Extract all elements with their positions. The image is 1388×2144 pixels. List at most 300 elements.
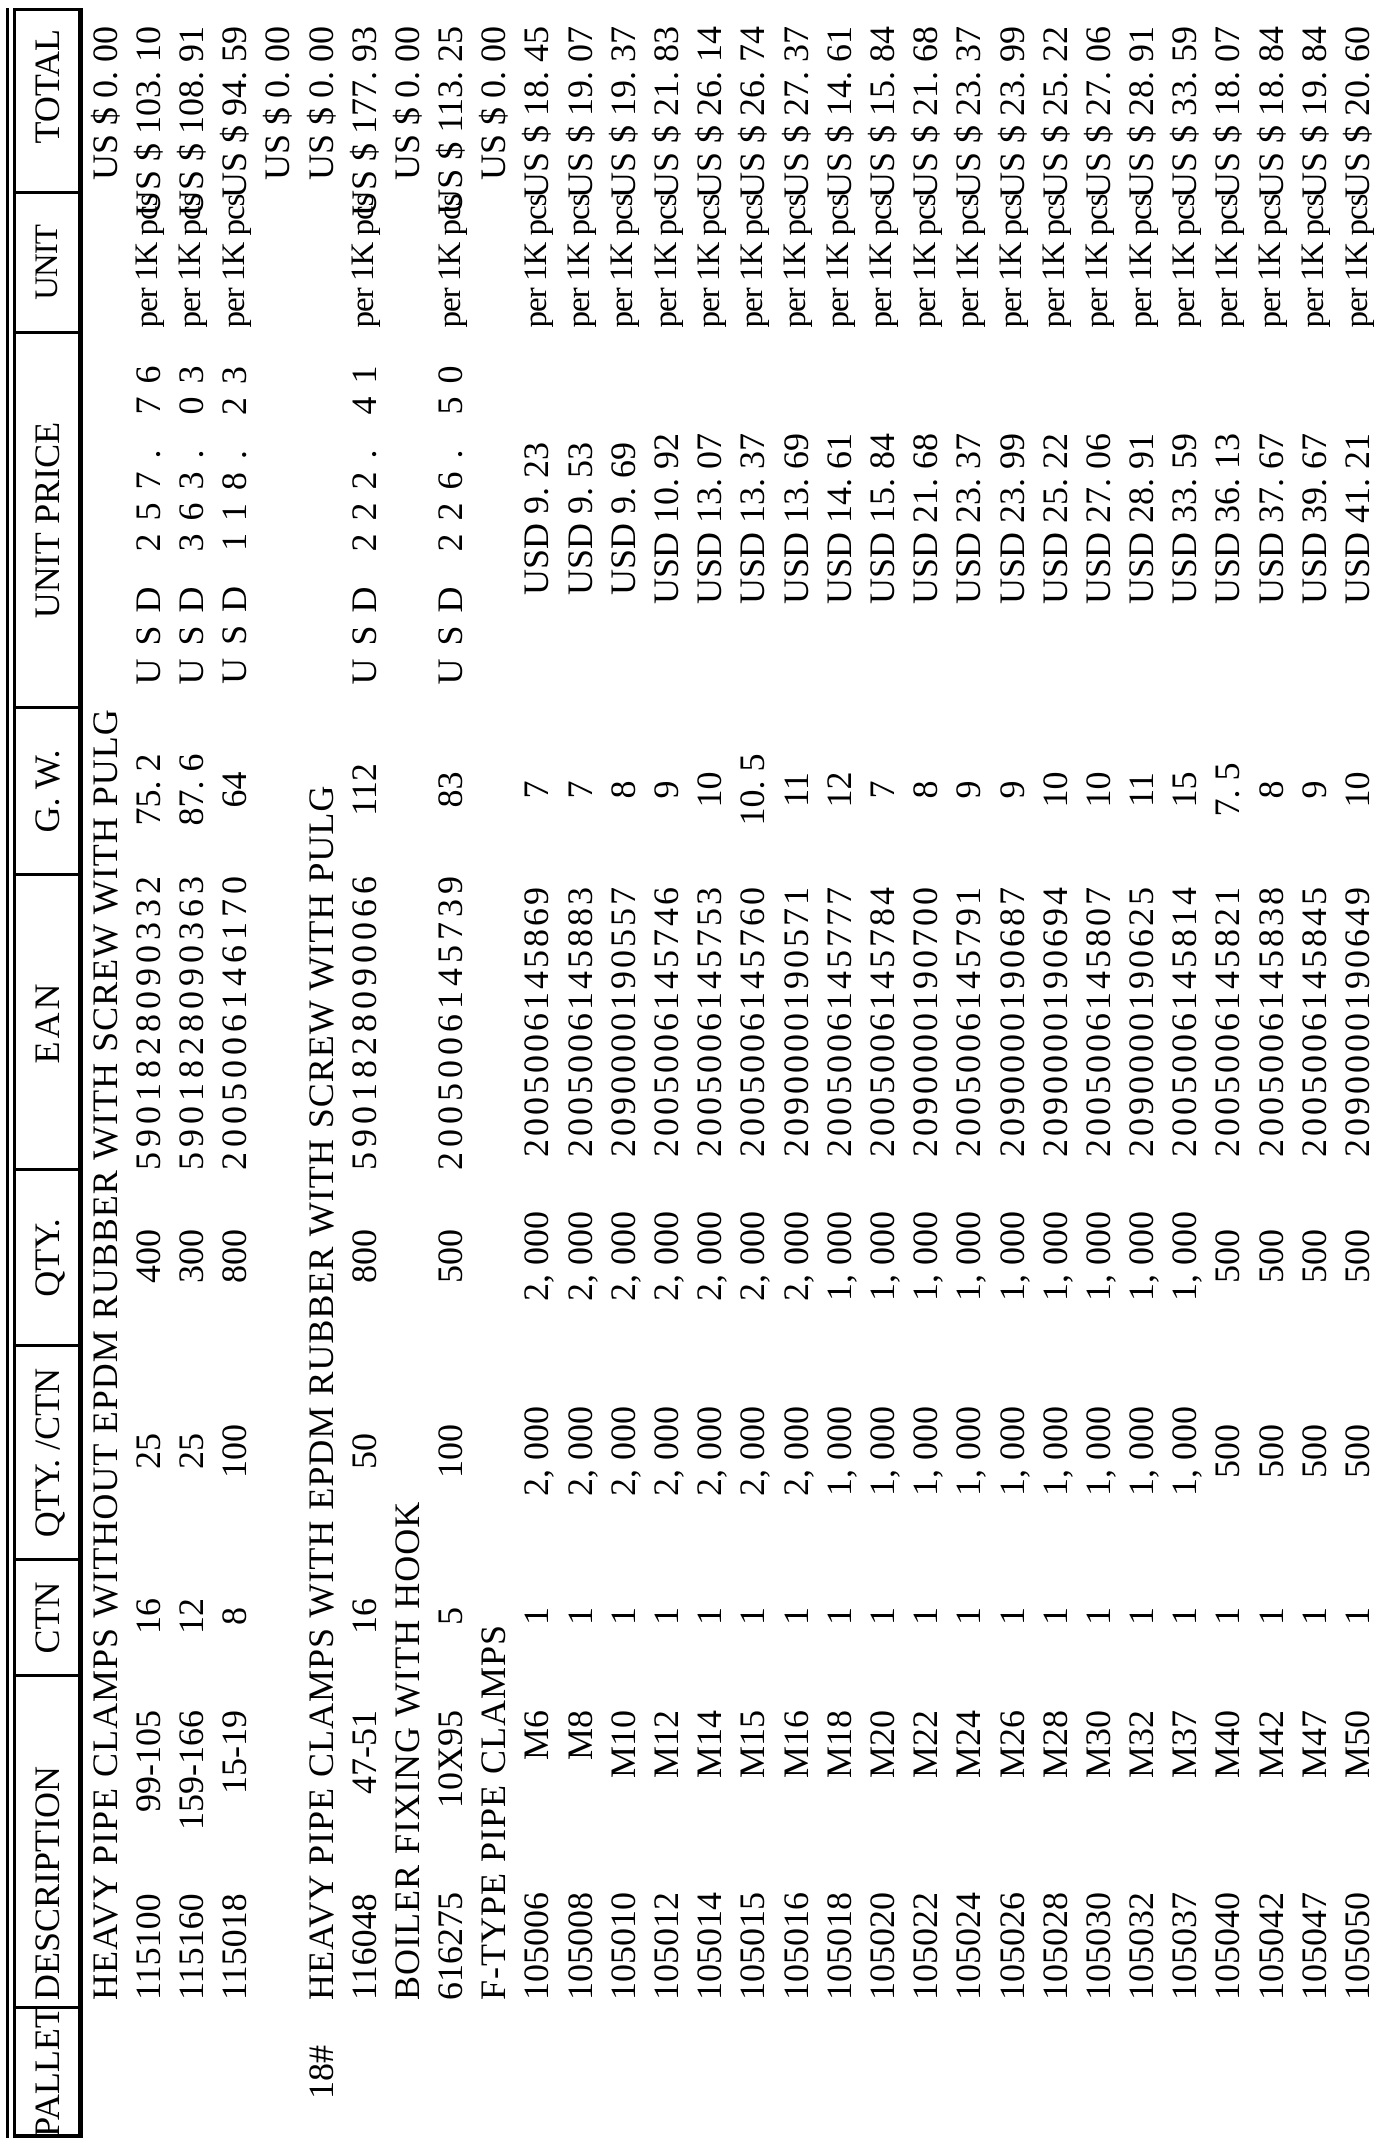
section-title: BOILER FIXING WITH HOOK [386, 1500, 427, 2000]
table-row [947, 8, 990, 2138]
cell-pallet [688, 2006, 731, 2138]
cell-total: US $ 28. 91 [1121, 26, 1162, 199]
cell-unit [299, 191, 342, 331]
item-code: 105015 [732, 1892, 773, 2000]
cell-unit-price [299, 331, 342, 706]
cell-qty: 500 [430, 1229, 471, 1283]
table-row [299, 8, 342, 2138]
cell-description [515, 1674, 558, 2006]
cell-pallet [1335, 2006, 1378, 2138]
cell-unit-price: USD 36. 13 [1207, 432, 1248, 605]
cell-total: US $ 0. 00 [84, 26, 125, 181]
cell-unit [385, 191, 428, 331]
cell-unit: per 1K pcs [517, 194, 554, 328]
cell-ean: 2090000190571 [775, 884, 816, 1157]
cell-unit [83, 191, 126, 331]
cell-pallet [731, 2006, 774, 2138]
item-size: 15-19 [214, 1710, 255, 1794]
cell-qty-per-ctn: 1, 000 [861, 1406, 902, 1496]
cell-qty: 2, 000 [646, 1211, 687, 1301]
table-row [213, 8, 256, 2138]
cell-ctn: 1 [1207, 1607, 1248, 1625]
cell-ctn: 1 [1077, 1607, 1118, 1625]
cell-qty-per-ctn: 1, 000 [991, 1406, 1032, 1496]
cell-total: US $ 19. 37 [602, 26, 643, 199]
column-header-gross-weight: G. W. [16, 706, 78, 873]
table-row [472, 8, 515, 2138]
cell-qty-per-ctn: 2, 000 [732, 1406, 773, 1496]
cell-qty [385, 1168, 428, 1344]
column-header-qty: QTY. [16, 1168, 78, 1344]
table-row [817, 8, 860, 2138]
cell-unit-price [472, 331, 515, 706]
cell-description [688, 1674, 731, 2006]
table-row [83, 8, 126, 2138]
cell-total: US $ 21. 83 [646, 26, 687, 199]
cell-ctn: 1 [1293, 1607, 1334, 1625]
cell-qty-per-ctn: 2, 000 [559, 1406, 600, 1496]
cell-total: US $ 21. 68 [905, 26, 946, 199]
cell-unit-price: USD 363. 03 [170, 352, 211, 685]
cell-gross-weight: 8 [1250, 780, 1291, 799]
cell-description [256, 1674, 299, 2006]
cell-ctn: 1 [991, 1607, 1032, 1625]
column-header-total: TOTAL [16, 8, 78, 191]
cell-unit-price: USD 9. 53 [559, 441, 600, 596]
cell-pallet [472, 2006, 515, 2138]
cell-unit-price: USD 222. 41 [343, 352, 384, 685]
cell-unit: per 1K pcs [690, 194, 727, 328]
cell-total: US $ 15. 84 [861, 26, 902, 199]
cell-ctn: 1 [1164, 1607, 1205, 1625]
cell-ctn [256, 1558, 299, 1674]
cell-ean: 5901828090332 [127, 871, 168, 1170]
cell-unit: per 1K pcs [906, 194, 943, 328]
cell-qty-per-ctn: 500 [1337, 1424, 1378, 1478]
cell-unit-price: USD 15. 84 [861, 432, 902, 605]
cell-ean: 5901828090363 [170, 871, 211, 1170]
cell-qty: 500 [1337, 1229, 1378, 1283]
cell-qty: 500 [1207, 1229, 1248, 1283]
item-size: M18 [818, 1710, 859, 1779]
cell-ean: 2090000190687 [991, 884, 1032, 1157]
cell-gross-weight [472, 706, 515, 873]
cell-ctn: 1 [948, 1607, 989, 1625]
cell-gross-weight: 15 [1164, 771, 1205, 808]
cell-ean: 2090000190700 [905, 884, 946, 1157]
cell-ean: 2005006145784 [861, 884, 902, 1157]
table-row [1120, 8, 1163, 2138]
item-size: M6 [516, 1710, 557, 1761]
cell-qty-per-ctn: 2, 000 [602, 1406, 643, 1496]
cell-unit-price: USD 13. 37 [732, 432, 773, 605]
cell-description [644, 1674, 687, 2006]
cell-description [429, 1674, 472, 2006]
cell-unit-price: USD 27. 06 [1077, 432, 1118, 605]
cell-qty: 1, 000 [905, 1211, 946, 1301]
cell-description [1033, 1674, 1076, 2006]
cell-description [213, 1674, 256, 2006]
table-row [515, 8, 558, 2138]
cell-total: US $ 26. 14 [689, 26, 730, 199]
cell-gross-weight: 12 [818, 771, 859, 808]
table-row [342, 8, 385, 2138]
table-row [558, 8, 601, 2138]
cell-qty [256, 1168, 299, 1344]
cell-ctn: 1 [1337, 1607, 1378, 1625]
cell-ctn: 12 [170, 1598, 211, 1634]
item-code: 105018 [818, 1892, 859, 2000]
cell-qty-per-ctn: 100 [430, 1424, 471, 1478]
cell-description [83, 708, 126, 2006]
cell-unit-price: USD 9. 23 [516, 441, 557, 596]
cell-gross-weight: 10 [1077, 771, 1118, 808]
cell-qty-per-ctn: 500 [1207, 1424, 1248, 1478]
cell-total: US $ 20. 60 [1337, 26, 1378, 199]
item-code: 616275 [430, 1892, 471, 2000]
cell-gross-weight: 9 [948, 780, 989, 799]
cell-qty-per-ctn: 1, 000 [905, 1406, 946, 1496]
cell-qty-per-ctn: 25 [127, 1433, 168, 1469]
cell-qty: 1, 000 [948, 1211, 989, 1301]
item-size: M8 [559, 1710, 600, 1761]
cell-pallet [1076, 2006, 1119, 2138]
table-row [1249, 8, 1292, 2138]
cell-pallet [774, 2006, 817, 2138]
cell-ctn: 1 [905, 1607, 946, 1625]
item-code: 105022 [905, 1892, 946, 2000]
cell-ctn: 1 [689, 1607, 730, 1625]
cell-ean: 2005006145753 [689, 884, 730, 1157]
table-row [688, 8, 731, 2138]
cell-total: US $ 23. 99 [991, 26, 1032, 199]
table-row [1033, 8, 1076, 2138]
cell-total: US $ 0. 00 [386, 26, 427, 181]
cell-qty: 300 [170, 1229, 211, 1283]
item-size: M32 [1121, 1710, 1162, 1779]
item-size: M22 [905, 1710, 946, 1779]
cell-gross-weight: 7 [516, 780, 557, 799]
item-size: M16 [775, 1710, 816, 1779]
cell-qty: 1, 000 [818, 1211, 859, 1301]
cell-unit-price: USD 257. 76 [127, 352, 168, 685]
cell-pallet [169, 2006, 212, 2138]
cell-total: US $ 0. 00 [257, 26, 298, 181]
item-code: 116048 [343, 1893, 384, 2000]
cell-unit: per 1K pcs [1079, 194, 1116, 328]
cell-ctn: 1 [732, 1607, 773, 1625]
cell-description [299, 784, 342, 2006]
cell-pallet [515, 2006, 558, 2138]
cell-ctn: 1 [1034, 1607, 1075, 1625]
item-size: M42 [1250, 1710, 1291, 1779]
cell-qty: 2, 000 [602, 1211, 643, 1301]
cell-description [1076, 1674, 1119, 2006]
item-size: 99-105 [127, 1710, 168, 1812]
cell-qty: 1, 000 [861, 1211, 902, 1301]
cell-gross-weight: 10 [1034, 771, 1075, 808]
cell-gross-weight: 87. 6 [170, 753, 211, 826]
item-code: 105037 [1164, 1892, 1205, 2000]
item-code: 105032 [1121, 1892, 1162, 2000]
table-body [83, 8, 1379, 2138]
cell-unit-price: USD 37. 67 [1250, 432, 1291, 605]
cell-ean: 2090000190649 [1337, 884, 1378, 1157]
table-row [990, 8, 1033, 2138]
cell-pallet [1163, 2006, 1206, 2138]
cell-total: US $ 18. 07 [1207, 26, 1248, 199]
cell-ctn: 1 [516, 1607, 557, 1625]
cell-qty-per-ctn: 1, 000 [1077, 1406, 1118, 1496]
cell-ctn: 1 [861, 1607, 902, 1625]
cell-gross-weight: 11 [775, 772, 816, 807]
table-row [601, 8, 644, 2138]
cell-unit-price: USD 39. 67 [1293, 432, 1334, 605]
cell-unit: per 1K pcs [604, 194, 641, 328]
table-row [429, 8, 472, 2138]
cell-unit-price: USD 13. 07 [689, 432, 730, 605]
cell-total: US $ 19. 84 [1293, 26, 1334, 199]
cell-total: US $ 0. 00 [473, 26, 514, 181]
cell-ean: 2005006145807 [1077, 884, 1118, 1157]
cell-description [601, 1674, 644, 2006]
cell-qty: 1, 000 [1034, 1211, 1075, 1301]
cell-qty: 500 [1250, 1229, 1291, 1283]
cell-total: US $ 25. 22 [1034, 26, 1075, 199]
cell-pallet [558, 2006, 601, 2138]
cell-unit: per 1K pcs [215, 194, 252, 328]
cell-description [774, 1674, 817, 2006]
item-code: 105040 [1207, 1892, 1248, 2000]
item-size: M40 [1207, 1710, 1248, 1779]
cell-description [169, 1674, 212, 2006]
item-size: 159-166 [170, 1710, 211, 1830]
cell-ean: 2090000190694 [1034, 884, 1075, 1157]
cell-unit: per 1K pcs [863, 194, 900, 328]
cell-pallet [385, 2006, 428, 2138]
cell-qty-per-ctn: 2, 000 [646, 1406, 687, 1496]
item-code: 105010 [602, 1892, 643, 2000]
cell-description [1292, 1674, 1335, 2006]
table-row [731, 8, 774, 2138]
cell-ean: 2005006145746 [646, 884, 687, 1157]
cell-unit-price: USD 21. 68 [905, 432, 946, 605]
column-header-pallet: PALLET [16, 2006, 78, 2138]
cell-total: US $ 177. 93 [343, 26, 384, 217]
cell-total: US $ 108. 91 [170, 26, 211, 217]
cell-pallet [256, 2006, 299, 2138]
cell-ctn: 16 [127, 1598, 168, 1634]
cell-qty: 2, 000 [516, 1211, 557, 1301]
table-row [256, 8, 299, 2138]
cell-ean: 2005006145883 [559, 884, 600, 1157]
cell-pallet [860, 2006, 903, 2138]
cell-description [1249, 1674, 1292, 2006]
cell-description [904, 1674, 947, 2006]
cell-unit: per 1K pcs [1122, 194, 1159, 328]
cell-qty [472, 1168, 515, 1344]
cell-ean [256, 873, 299, 1168]
cell-gross-weight: 112 [343, 763, 384, 816]
item-code: 105012 [646, 1892, 687, 2000]
cell-description [558, 1674, 601, 2006]
cell-gross-weight: 9 [1293, 780, 1334, 799]
cell-description [1206, 1674, 1249, 2006]
item-code: 105030 [1077, 1892, 1118, 2000]
cell-ctn: 1 [1121, 1607, 1162, 1625]
item-size: M28 [1034, 1710, 1075, 1779]
cell-pallet [126, 2006, 169, 2138]
cell-pallet [429, 2006, 472, 2138]
item-code: 105026 [991, 1892, 1032, 2000]
cell-unit-price: USD 28. 91 [1121, 432, 1162, 605]
table-row [1292, 8, 1335, 2138]
cell-gross-weight: 9 [646, 780, 687, 799]
cell-unit-price [385, 331, 428, 706]
cell-unit: per 1K pcs [820, 194, 857, 328]
cell-description [342, 1674, 385, 2006]
table-row [1163, 8, 1206, 2138]
cell-description [947, 1674, 990, 2006]
cell-unit: per 1K pcs [1252, 194, 1289, 328]
cell-pallet [1033, 2006, 1076, 2138]
cell-pallet: 18# [300, 2045, 341, 2099]
cell-unit-price: USD 33. 59 [1164, 432, 1205, 605]
cell-gross-weight: 10 [689, 771, 730, 808]
cell-ean: 2005006145845 [1293, 884, 1334, 1157]
cell-total: US $ 103. 10 [127, 26, 168, 217]
cell-gross-weight: 7 [861, 780, 902, 799]
cell-ean: 2005006145791 [948, 884, 989, 1157]
item-size: M47 [1293, 1710, 1334, 1779]
cell-description [1120, 1674, 1163, 2006]
cell-pallet [1120, 2006, 1163, 2138]
cell-qty: 800 [214, 1229, 255, 1283]
cell-unit-price: USD 14. 61 [818, 432, 859, 605]
cell-unit-price: USD 41. 21 [1337, 432, 1378, 605]
cell-pallet [817, 2006, 860, 2138]
column-header-ean: EAN [16, 873, 78, 1168]
cell-unit-price [256, 331, 299, 706]
cell-gross-weight: 7 [559, 780, 600, 799]
cell-unit: per 1K pcs [777, 194, 814, 328]
cell-total: US $ 94. 59 [214, 26, 255, 199]
cell-qty: 500 [1293, 1229, 1334, 1283]
column-header-description: DESCRIPTION [16, 1674, 78, 2006]
cell-qty: 1, 000 [991, 1211, 1032, 1301]
cell-qty-per-ctn: 1, 000 [818, 1406, 859, 1496]
cell-unit: per 1K pcs [345, 194, 382, 328]
item-code: 105042 [1250, 1892, 1291, 2000]
cell-unit-price: USD 23. 37 [948, 432, 989, 605]
cell-total: US $ 18. 45 [516, 26, 557, 199]
item-size: M14 [689, 1710, 730, 1779]
item-code: 105006 [516, 1892, 557, 2000]
cell-unit-price: USD 25. 22 [1034, 432, 1075, 605]
cell-unit: per 1K pcs [949, 194, 986, 328]
cell-ctn: 5 [430, 1607, 471, 1625]
cell-total: US $ 0. 00 [300, 26, 341, 181]
item-size: M15 [732, 1710, 773, 1779]
cell-pallet [1249, 2006, 1292, 2138]
column-header-qty-per-ctn: QTY. /CTN [16, 1344, 78, 1558]
item-size: M12 [646, 1710, 687, 1779]
cell-gross-weight: 8 [602, 780, 643, 799]
cell-description [860, 1674, 903, 2006]
cell-total: US $ 18. 84 [1250, 26, 1291, 199]
cell-qty-per-ctn: 1, 000 [1034, 1406, 1075, 1496]
cell-pallet [947, 2006, 990, 2138]
cell-description [472, 1623, 515, 2006]
cell-pallet [1292, 2006, 1335, 2138]
cell-description [385, 1500, 428, 2006]
cell-qty: 800 [343, 1229, 384, 1283]
cell-pallet [213, 2006, 256, 2138]
cell-unit: per 1K pcs [1208, 194, 1245, 328]
cell-qty-per-ctn: 50 [343, 1433, 384, 1469]
cell-total: US $ 23. 37 [948, 26, 989, 199]
cell-qty-per-ctn: 1, 000 [948, 1406, 989, 1496]
cell-total: US $ 33. 59 [1164, 26, 1205, 199]
item-size: M20 [861, 1710, 902, 1779]
cell-qty-per-ctn: 1, 000 [1164, 1406, 1205, 1496]
item-size: M10 [602, 1710, 643, 1779]
cell-unit: per 1K pcs [129, 194, 166, 328]
table-row [774, 8, 817, 2138]
item-code: 105020 [861, 1892, 902, 2000]
cell-ean: 5901828090066 [343, 871, 384, 1170]
cell-ctn: 1 [602, 1607, 643, 1625]
table-row [860, 8, 903, 2138]
table-row [644, 8, 687, 2138]
cell-qty-per-ctn [256, 1344, 299, 1558]
cell-gross-weight [256, 706, 299, 873]
item-code: 105050 [1337, 1892, 1378, 2000]
table-row [904, 8, 947, 2138]
cell-gross-weight: 11 [1121, 772, 1162, 807]
cell-unit-price: USD 9. 69 [602, 441, 643, 596]
cell-ean: 2005006145739 [430, 871, 471, 1170]
cell-qty: 2, 000 [559, 1211, 600, 1301]
cell-description [817, 1674, 860, 2006]
cell-ctn: 1 [775, 1607, 816, 1625]
cell-ean: 2005006145821 [1207, 884, 1248, 1157]
cell-qty: 2, 000 [775, 1211, 816, 1301]
cell-unit-price [83, 331, 126, 706]
item-size: 10X95 [430, 1710, 471, 1808]
cell-gross-weight: 8 [905, 780, 946, 799]
cell-unit-price: USD 13. 69 [775, 432, 816, 605]
cell-pallet [342, 2006, 385, 2138]
table-row [169, 8, 212, 2138]
cell-pallet [644, 2006, 687, 2138]
table-header-row [16, 8, 83, 2138]
cell-description [731, 1674, 774, 2006]
cell-pallet [601, 2006, 644, 2138]
cell-ctn: 1 [1250, 1607, 1291, 1625]
cell-gross-weight: 75. 2 [127, 753, 168, 826]
cell-unit: per 1K pcs [1165, 194, 1202, 328]
item-code: 105047 [1293, 1892, 1334, 2000]
cell-ean: 2005006145760 [732, 884, 773, 1157]
section-title: HEAVY PIPE CLAMPS WITHOUT EPDM RUBBER WITH SCREW WITH PULG [84, 708, 125, 2000]
cell-description [990, 1674, 1033, 2006]
table-row [385, 8, 428, 2138]
item-code: 105016 [775, 1892, 816, 2000]
item-size: 47-51 [343, 1710, 384, 1794]
cell-gross-weight: 10 [1337, 771, 1378, 808]
section-title: F-TYPE PIPE CLAMPS [473, 1623, 514, 2000]
